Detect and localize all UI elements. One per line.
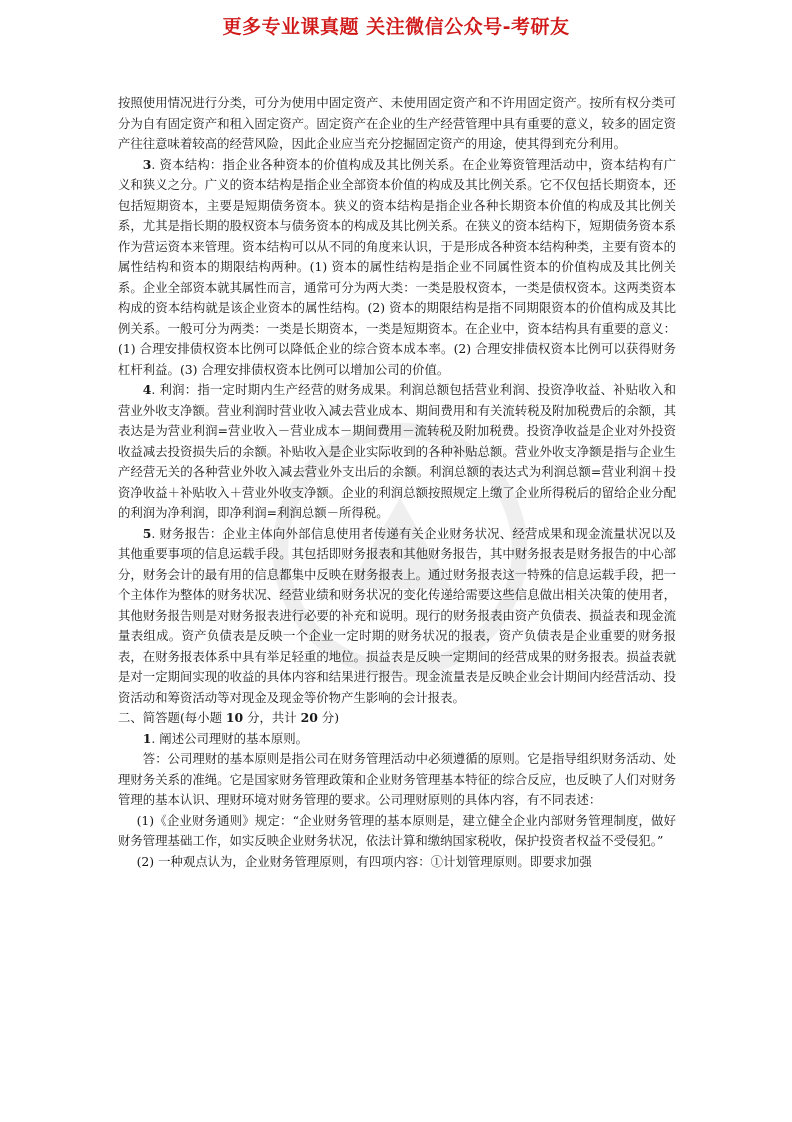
paragraph-capital-structure: 3. 资本结构：指企业各种资本的价值构成及其比例关系。在企业筹资管理活动中，资本结构有广义和狭义之分。广义的资本结构是指企业全部资本价值的构成及其比例关系。它不仅包括长期资本，还包括短期资本，主要是短期债务资本。狭义的资本结构是指企业各种长期资本价值的构成及其比例关系，尤其是指长期的股权资本与债务资本的构成及其比例关系。在狭义的资本结构下，短期债务资本系作为营运资本来管理。资本结构可以从不同的角度来认识，于是形成各种资本结构种类，主要有资本的属性结构和资本的期限结构两种。(1) 资本的属性结构是指企业不同属性资本的价值构成及其比例关系。企业全部资本就其属性而言，通常可分为两大类：一类是股权资本，一类是债权资本。这两类资本构成的资本结构就是该企业资本的属性结构。(2) 资本的期限结构是指不同期限资本的价值构成及其比例关系。一般可分为两类：一类是长期资本，一类是短期资本。在企业中，资本结构具有重要的意义：(1) 合理安排债权资本比例可以降低企业的综合资本成本率。(2) 合理安排债权资本比例可以获得财务杠杆利益。(3) 合理安排债权资本比例可以增加公司的价值。 [118,156,676,377]
paragraph-profit: 4. 利润：指一定时期内生产经营的财务成果。利润总额包括营业利润、投资净收益、补贴收入和营业外收支净额。营业利润时营业收入减去营业成本、期间费用和有关流转税及附加税费后的余额，其表达是为营业利润=营业收入－营业成本－期间费用－流转税及附加税费。投资净收益是企业对外投资收益减去投资损失后的余额。补贴收入是企业实际收到的各种补贴总额。营业外收支净额是指与企业生产经营无关的各种营业外收入减去营业外支出后的余额。利润总额的表达式为利润总额=营业利润＋投资净收益＋补贴收入＋营业外收支净额。企业的利润总额按照规定上缴了企业所得税后的留给企业分配的利润为净利润，即净利润=利润总额－所得税。 [118,382,676,520]
answer-list-item-1: (1)《企业财务通则》规定：“企业财务管理的基本原则是，建立健全企业内部财务管理制度，做好财务管理基础工作，如实反映企业财务状况，依法计算和缴纳国家税收，保护投资者权益不受侵犯。” [118,812,676,848]
question-1: 1. 阐述公司理财的基本原则。 [142,730,308,746]
item-number: 4 [142,382,152,397]
promo-banner: 更多专业课真题 关注微信公众号-考研友 [222,16,570,38]
answer-paragraph: 答：公司理财的基本原则是指公司在财务管理活动中必须遵循的原则。它是指导组织财务活动、处理财务关系的准绳。它是国家财务管理政策和企业财务管理基本特征的综合反应，也反映了人们对财务管理的基本认识、理财环境对财务管理的要求。公司理财原则的具体内容，有不同表述： [118,751,676,807]
document-body [118,93,676,872]
item-number: 5 [142,525,152,541]
paragraph-fixed-assets: 按照使用情况进行分类，可分为使用中固定资产、未使用固定资产和不许用固定资产。按所有权分类可分为自有固定资产和租入固定资产。固定资产在企业的生产经营管理中具有重要的意义，较多的固定资产往往意味着较高的经营风险，因此企业应当充分挖掘固定资产的用途，使其得到充分利用。 [118,95,676,151]
section-heading: 二、简答题(每小题 10 分，共计 20 分) [118,710,340,725]
item-number: 3 [142,156,152,172]
paragraph-financial-report: 5. 财务报告：企业主体向外部信息使用者传递有关企业财务状况、经营成果和现金流量状况以及其他重要事项的信息运载手段。其包括即财务报表和其他财务报告，其中财务报表是财务报告的中心部分，财务会计的最有用的信息都集中反映在财务报表上。通过财务报表这一特殊的信息运载手段，把一个主体作为整体的财务状况、经营业绩和财务状况的变化传递给需要这些信息做出相关决策的使用者，其他财务报告则是对财务报表进行必要的补充和说明。现行的财务报表由资产负债表、损益表和现金流量表组成。资产负债表是反映一个企业一定时期的财务状况的报表，资产负债表是企业重要的财务报表，在财务报表体系中具有举足轻重的地位。损益表是反映一定期间的经营成果的财务报表。损益表就是对一定期间实现的收益的具体内容和结果进行报告。现金流量表是反映企业会计期间内经营活动、投资活动和筹资活动等对现金及现金等价物产生影响的会计报表。 [118,525,676,705]
item-number: 1 [142,730,152,746]
answer-list-item-2: (2) 一种观点认为，企业财务管理原则，有四项内容：①计划管理原则。即要求加强 [136,853,592,869]
